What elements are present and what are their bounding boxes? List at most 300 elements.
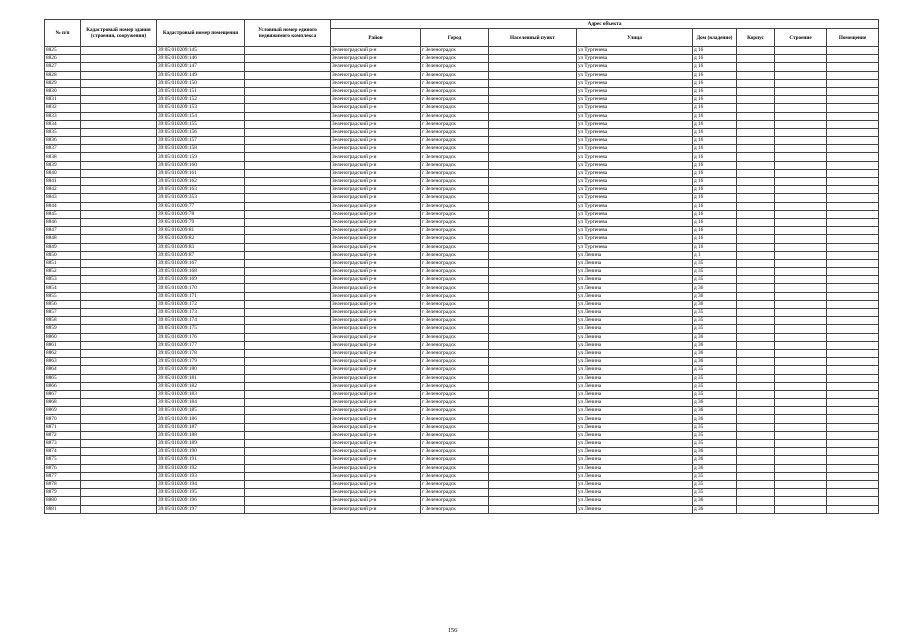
cell-num: 8870: [45, 415, 81, 423]
cell-street: ул Ленина: [577, 341, 693, 349]
cell-room: [827, 251, 879, 259]
cell-room-cadastral: 39:05:010209:83: [157, 243, 245, 251]
cell-korpus: [737, 55, 775, 63]
cell-korpus: [737, 218, 775, 226]
table-row: [45, 415, 879, 423]
cell-room-cadastral: 39:05:010209:182: [157, 382, 245, 390]
cell-district: Зеленоградский р-н: [331, 341, 421, 349]
cell-room-cadastral: 39:05:010209:147: [157, 63, 245, 71]
cell-building-cadastral: [81, 235, 157, 243]
cell-complex-number: [245, 137, 331, 145]
cell-city: г Зеленоградск: [421, 145, 489, 153]
cell-stroenie: [775, 349, 827, 357]
cell-complex-number: [245, 464, 331, 472]
cell-stroenie: [775, 153, 827, 161]
table-row: [45, 104, 879, 112]
cell-complex-number: [245, 210, 331, 218]
cell-stroenie: [775, 235, 827, 243]
table-row: [45, 87, 879, 95]
cell-num: 8825: [45, 47, 81, 55]
cell-district: Зеленоградский р-н: [331, 128, 421, 136]
cell-room: [827, 284, 879, 292]
cell-house: д 16: [693, 120, 737, 128]
cell-city: г Зеленоградск: [421, 120, 489, 128]
cell-building-cadastral: [81, 505, 157, 513]
cell-room-cadastral: 39:05:010209:145: [157, 47, 245, 55]
cell-room: [827, 259, 879, 267]
header-room-cadastral: Кадастровый номер помещения: [157, 20, 245, 47]
table-row: [45, 47, 879, 55]
property-registry-table: [44, 19, 879, 514]
cell-city: г Зеленоградск: [421, 333, 489, 341]
cell-city: г Зеленоградск: [421, 112, 489, 120]
cell-house: д 35: [693, 276, 737, 284]
cell-stroenie: [775, 505, 827, 513]
cell-complex-number: [245, 497, 331, 505]
cell-house: д 16: [693, 87, 737, 95]
cell-street: ул Ленина: [577, 480, 693, 488]
cell-district: Зеленоградский р-н: [331, 415, 421, 423]
cell-complex-number: [245, 472, 331, 480]
cell-room-cadastral: 39:05:010209:158: [157, 145, 245, 153]
cell-stroenie: [775, 448, 827, 456]
cell-stroenie: [775, 407, 827, 415]
cell-korpus: [737, 268, 775, 276]
cell-num: 8881: [45, 505, 81, 513]
cell-building-cadastral: [81, 128, 157, 136]
cell-building-cadastral: [81, 399, 157, 407]
cell-street: ул Ленина: [577, 292, 693, 300]
cell-house: д 36: [693, 505, 737, 513]
cell-district: Зеленоградский р-н: [331, 227, 421, 235]
cell-building-cadastral: [81, 259, 157, 267]
cell-complex-number: [245, 186, 331, 194]
cell-num: 8837: [45, 145, 81, 153]
cell-city: г Зеленоградск: [421, 390, 489, 398]
cell-district: Зеленоградский р-н: [331, 399, 421, 407]
cell-room-cadastral: 39:05:010209:193: [157, 472, 245, 480]
cell-num: 8845: [45, 210, 81, 218]
cell-street: ул Ленина: [577, 440, 693, 448]
cell-street: ул Ленина: [577, 309, 693, 317]
cell-num: 8843: [45, 194, 81, 202]
cell-city: г Зеленоградск: [421, 128, 489, 136]
page-number: 156: [447, 627, 458, 634]
cell-building-cadastral: [81, 366, 157, 374]
cell-num: 8829: [45, 79, 81, 87]
table-row: [45, 218, 879, 226]
cell-stroenie: [775, 251, 827, 259]
cell-room: [827, 489, 879, 497]
cell-complex-number: [245, 415, 331, 423]
cell-num: 8849: [45, 243, 81, 251]
table-row: [45, 186, 879, 194]
cell-room-cadastral: 39:05:010209:191: [157, 456, 245, 464]
cell-building-cadastral: [81, 325, 157, 333]
cell-room: [827, 178, 879, 186]
cell-complex-number: [245, 374, 331, 382]
cell-stroenie: [775, 464, 827, 472]
cell-stroenie: [775, 145, 827, 153]
cell-district: Зеленоградский р-н: [331, 390, 421, 398]
cell-house: д 16: [693, 71, 737, 79]
cell-district: Зеленоградский р-н: [331, 464, 421, 472]
cell-district: Зеленоградский р-н: [331, 243, 421, 251]
cell-num: 8864: [45, 366, 81, 374]
table-row: [45, 480, 879, 488]
cell-district: Зеленоградский р-н: [331, 63, 421, 71]
cell-house: д 16: [693, 96, 737, 104]
cell-district: Зеленоградский р-н: [331, 366, 421, 374]
cell-num: 8835: [45, 128, 81, 136]
cell-room-cadastral: 39:05:010209:177: [157, 341, 245, 349]
cell-street: ул Ленина: [577, 497, 693, 505]
cell-city: г Зеленоградск: [421, 472, 489, 480]
cell-street: ул Ленина: [577, 251, 693, 259]
cell-city: г Зеленоградск: [421, 251, 489, 259]
cell-room-cadastral: 39:05:010209:151: [157, 87, 245, 95]
cell-room: [827, 399, 879, 407]
cell-complex-number: [245, 448, 331, 456]
cell-house: д 16: [693, 145, 737, 153]
cell-locality: [489, 292, 577, 300]
cell-room: [827, 472, 879, 480]
cell-street: ул Тургенева: [577, 120, 693, 128]
cell-korpus: [737, 489, 775, 497]
cell-house: д 16: [693, 63, 737, 71]
cell-building-cadastral: [81, 169, 157, 177]
cell-room: [827, 333, 879, 341]
cell-house: д 16: [693, 79, 737, 87]
cell-house: д 16: [693, 218, 737, 226]
cell-stroenie: [775, 358, 827, 366]
cell-korpus: [737, 153, 775, 161]
cell-korpus: [737, 145, 775, 153]
cell-stroenie: [775, 480, 827, 488]
cell-stroenie: [775, 472, 827, 480]
cell-house: д 16: [693, 235, 737, 243]
cell-street: ул Тургенева: [577, 47, 693, 55]
cell-korpus: [737, 112, 775, 120]
cell-stroenie: [775, 382, 827, 390]
cell-district: Зеленоградский р-н: [331, 448, 421, 456]
cell-building-cadastral: [81, 71, 157, 79]
header-address-group: Адрес объекта: [331, 20, 879, 29]
cell-num: 8848: [45, 235, 81, 243]
cell-street: ул Ленина: [577, 276, 693, 284]
cell-house: д 35: [693, 259, 737, 267]
cell-district: Зеленоградский р-н: [331, 79, 421, 87]
cell-stroenie: [775, 390, 827, 398]
cell-korpus: [737, 358, 775, 366]
cell-complex-number: [245, 161, 331, 169]
cell-locality: [489, 55, 577, 63]
cell-locality: [489, 489, 577, 497]
cell-street: ул Тургенева: [577, 128, 693, 136]
cell-locality: [489, 79, 577, 87]
cell-stroenie: [775, 440, 827, 448]
cell-city: г Зеленоградск: [421, 382, 489, 390]
table-row: [45, 374, 879, 382]
cell-room: [827, 169, 879, 177]
cell-korpus: [737, 96, 775, 104]
cell-korpus: [737, 472, 775, 480]
table-row: [45, 292, 879, 300]
cell-stroenie: [775, 374, 827, 382]
cell-locality: [489, 423, 577, 431]
cell-stroenie: [775, 218, 827, 226]
table-row: [45, 178, 879, 186]
cell-room: [827, 161, 879, 169]
cell-city: г Зеленоградск: [421, 259, 489, 267]
cell-street: ул Тургенева: [577, 71, 693, 79]
cell-house: д 36: [693, 415, 737, 423]
cell-building-cadastral: [81, 243, 157, 251]
cell-room-cadastral: 39:05:010209:197: [157, 505, 245, 513]
cell-complex-number: [245, 390, 331, 398]
cell-district: Зеленоградский р-н: [331, 284, 421, 292]
cell-complex-number: [245, 55, 331, 63]
cell-locality: [489, 96, 577, 104]
cell-num: 8846: [45, 218, 81, 226]
cell-house: д 1: [693, 251, 737, 259]
cell-num: 8874: [45, 448, 81, 456]
cell-num: 8858: [45, 317, 81, 325]
cell-room: [827, 407, 879, 415]
cell-locality: [489, 333, 577, 341]
cell-stroenie: [775, 104, 827, 112]
cell-complex-number: [245, 251, 331, 259]
cell-city: г Зеленоградск: [421, 440, 489, 448]
cell-num: 8852: [45, 268, 81, 276]
table-row: [45, 456, 879, 464]
cell-building-cadastral: [81, 448, 157, 456]
cell-building-cadastral: [81, 47, 157, 55]
cell-room: [827, 309, 879, 317]
cell-num: 8878: [45, 480, 81, 488]
cell-locality: [489, 235, 577, 243]
cell-city: г Зеленоградск: [421, 186, 489, 194]
table-row: [45, 497, 879, 505]
table-row: [45, 325, 879, 333]
cell-locality: [489, 399, 577, 407]
cell-stroenie: [775, 497, 827, 505]
cell-district: Зеленоградский р-н: [331, 71, 421, 79]
cell-district: Зеленоградский р-н: [331, 178, 421, 186]
cell-num: 8844: [45, 202, 81, 210]
cell-num: 8876: [45, 464, 81, 472]
cell-building-cadastral: [81, 178, 157, 186]
cell-room-cadastral: 39:05:010209:162: [157, 178, 245, 186]
cell-korpus: [737, 137, 775, 145]
cell-building-cadastral: [81, 390, 157, 398]
cell-korpus: [737, 382, 775, 390]
cell-locality: [489, 259, 577, 267]
cell-num: 8855: [45, 292, 81, 300]
cell-locality: [489, 71, 577, 79]
cell-korpus: [737, 120, 775, 128]
cell-num: 8868: [45, 399, 81, 407]
cell-district: Зеленоградский р-н: [331, 112, 421, 120]
cell-complex-number: [245, 194, 331, 202]
cell-building-cadastral: [81, 284, 157, 292]
cell-street: ул Тургенева: [577, 87, 693, 95]
cell-district: Зеленоградский р-н: [331, 317, 421, 325]
table-row: [45, 251, 879, 259]
cell-complex-number: [245, 104, 331, 112]
cell-room-cadastral: 39:05:010209:181: [157, 374, 245, 382]
cell-locality: [489, 472, 577, 480]
table-row: [45, 489, 879, 497]
cell-stroenie: [775, 186, 827, 194]
cell-city: г Зеленоградск: [421, 423, 489, 431]
cell-room: [827, 268, 879, 276]
table-row: [45, 145, 879, 153]
cell-street: ул Тургенева: [577, 55, 693, 63]
cell-room: [827, 153, 879, 161]
cell-num: 8860: [45, 333, 81, 341]
cell-korpus: [737, 161, 775, 169]
cell-korpus: [737, 235, 775, 243]
header-room: Помещение: [827, 29, 879, 47]
cell-stroenie: [775, 96, 827, 104]
cell-room: [827, 87, 879, 95]
cell-complex-number: [245, 333, 331, 341]
cell-city: г Зеленоградск: [421, 104, 489, 112]
cell-district: Зеленоградский р-н: [331, 145, 421, 153]
cell-city: г Зеленоградск: [421, 79, 489, 87]
cell-house: д 36: [693, 292, 737, 300]
cell-complex-number: [245, 202, 331, 210]
cell-house: д 16: [693, 161, 737, 169]
cell-num: 8827: [45, 63, 81, 71]
cell-room-cadastral: 39:05:010209:146: [157, 55, 245, 63]
table-row: [45, 55, 879, 63]
cell-street: ул Тургенева: [577, 227, 693, 235]
cell-num: 8857: [45, 309, 81, 317]
cell-city: г Зеленоградск: [421, 153, 489, 161]
cell-building-cadastral: [81, 309, 157, 317]
cell-complex-number: [245, 480, 331, 488]
cell-stroenie: [775, 309, 827, 317]
cell-room: [827, 227, 879, 235]
cell-house: д 35: [693, 440, 737, 448]
cell-room-cadastral: 39:05:010209:189: [157, 440, 245, 448]
cell-korpus: [737, 284, 775, 292]
cell-locality: [489, 47, 577, 55]
cell-num: 8880: [45, 497, 81, 505]
table-row: [45, 349, 879, 357]
cell-district: Зеленоградский р-н: [331, 259, 421, 267]
cell-building-cadastral: [81, 456, 157, 464]
cell-room-cadastral: 39:05:010209:82: [157, 235, 245, 243]
cell-street: ул Ленина: [577, 399, 693, 407]
cell-room-cadastral: 39:05:010209:81: [157, 227, 245, 235]
cell-room-cadastral: 39:05:010209:152: [157, 96, 245, 104]
cell-house: д 35: [693, 317, 737, 325]
cell-num: 8869: [45, 407, 81, 415]
cell-street: ул Ленина: [577, 366, 693, 374]
cell-locality: [489, 161, 577, 169]
cell-room-cadastral: 39:05:010209:172: [157, 300, 245, 308]
cell-locality: [489, 325, 577, 333]
cell-city: г Зеленоградск: [421, 464, 489, 472]
cell-city: г Зеленоградск: [421, 399, 489, 407]
cell-num: 8831: [45, 96, 81, 104]
cell-stroenie: [775, 431, 827, 439]
cell-korpus: [737, 87, 775, 95]
cell-building-cadastral: [81, 423, 157, 431]
header-stroenie: Строение: [775, 29, 827, 47]
cell-num: 8833: [45, 112, 81, 120]
cell-korpus: [737, 464, 775, 472]
cell-room: [827, 358, 879, 366]
cell-district: Зеленоградский р-н: [331, 268, 421, 276]
cell-complex-number: [245, 407, 331, 415]
cell-district: Зеленоградский р-н: [331, 276, 421, 284]
cell-korpus: [737, 415, 775, 423]
cell-street: ул Ленина: [577, 300, 693, 308]
cell-building-cadastral: [81, 268, 157, 276]
cell-house: д 35: [693, 382, 737, 390]
table-row: [45, 317, 879, 325]
cell-district: Зеленоградский р-н: [331, 104, 421, 112]
cell-complex-number: [245, 243, 331, 251]
cell-stroenie: [775, 71, 827, 79]
cell-room-cadastral: 39:05:010209:171: [157, 292, 245, 300]
cell-room: [827, 96, 879, 104]
cell-district: Зеленоградский р-н: [331, 423, 421, 431]
cell-building-cadastral: [81, 407, 157, 415]
cell-num: 8879: [45, 489, 81, 497]
table-row: [45, 153, 879, 161]
cell-num: 8834: [45, 120, 81, 128]
cell-korpus: [737, 47, 775, 55]
cell-stroenie: [775, 227, 827, 235]
cell-district: Зеленоградский р-н: [331, 202, 421, 210]
table-row: [45, 472, 879, 480]
cell-city: г Зеленоградск: [421, 309, 489, 317]
cell-complex-number: [245, 423, 331, 431]
cell-street: ул Тургенева: [577, 161, 693, 169]
cell-street: ул Ленина: [577, 448, 693, 456]
cell-locality: [489, 382, 577, 390]
cell-city: г Зеленоградск: [421, 358, 489, 366]
cell-num: 8840: [45, 169, 81, 177]
cell-street: ул Ленина: [577, 423, 693, 431]
header-district: Район: [331, 29, 421, 47]
cell-korpus: [737, 251, 775, 259]
cell-korpus: [737, 243, 775, 251]
cell-locality: [489, 300, 577, 308]
cell-room-cadastral: 39:05:010209:195: [157, 489, 245, 497]
cell-room: [827, 423, 879, 431]
cell-building-cadastral: [81, 145, 157, 153]
cell-korpus: [737, 341, 775, 349]
table-row: [45, 464, 879, 472]
cell-building-cadastral: [81, 79, 157, 87]
header-building-cadastral: Кадастровый номер здания (строения, сооружения): [81, 20, 157, 47]
registry-sheet: [44, 19, 878, 514]
cell-room: [827, 325, 879, 333]
cell-street: ул Тургенева: [577, 137, 693, 145]
cell-house: д 36: [693, 456, 737, 464]
cell-house: д 35: [693, 309, 737, 317]
cell-locality: [489, 349, 577, 357]
cell-locality: [489, 202, 577, 210]
cell-room-cadastral: 39:05:010209:185: [157, 407, 245, 415]
cell-complex-number: [245, 112, 331, 120]
